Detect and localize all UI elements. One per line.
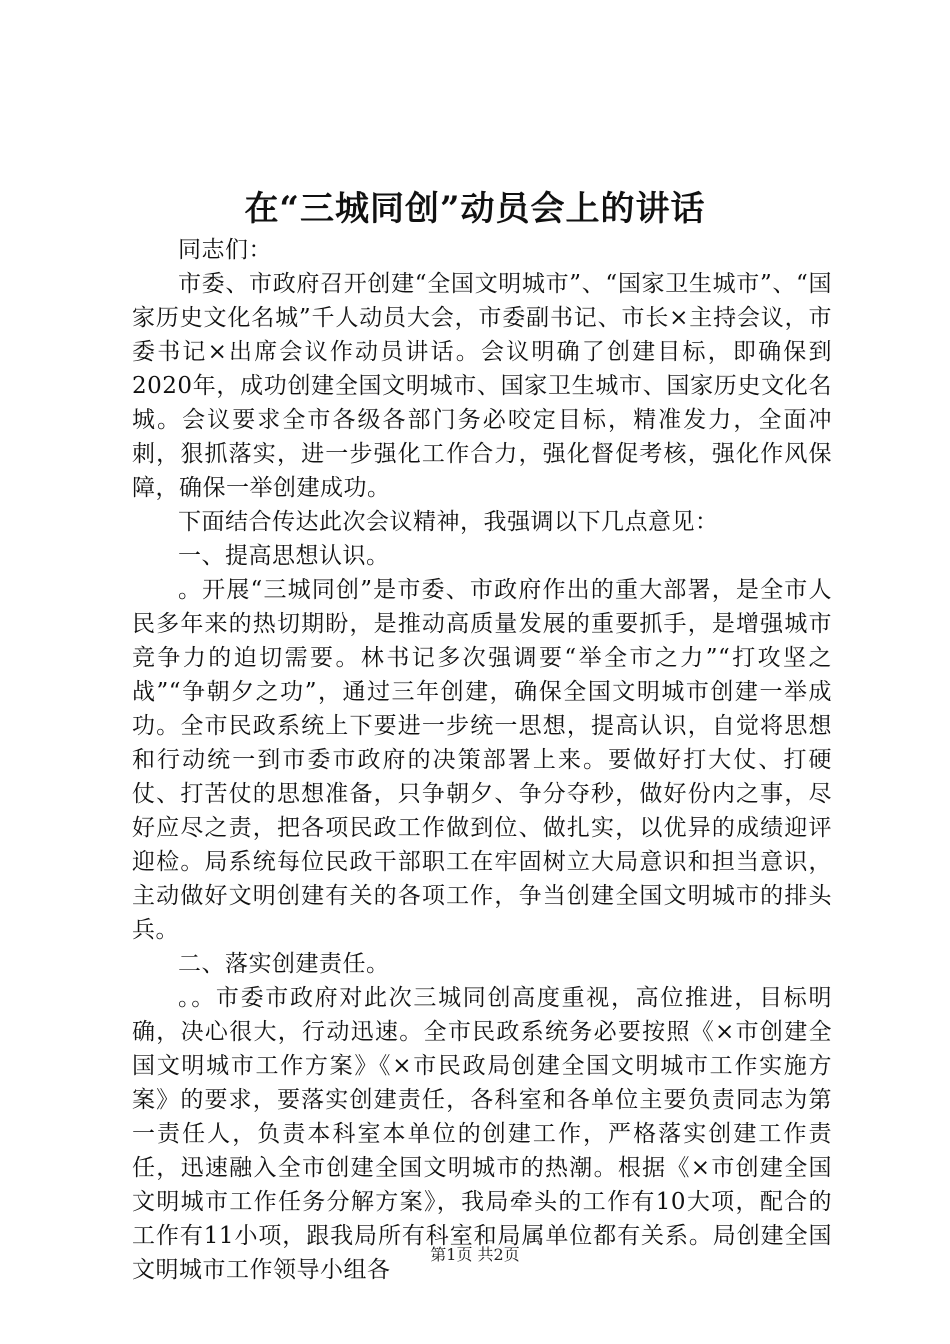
section-heading: 一、提高思想认识。 <box>178 543 390 569</box>
page-number-footer: 第1页 共2页 <box>430 1245 520 1264</box>
body-paragraph: 。。市委市政府对此次三城同创高度重视，高位推进，目标明确，决心很大，行动迅速。全市民政系统务必要按照《×市创建全国文明城市工作方案》《×市民政局创建全国文明城市工作实施方案》的要求，要落实创建责任，各科室和各单位主要负责同志为第一责任人，负责本科室本单位的创建工作，严格落实创建工作责任，迅速融入全市创建全国文明城市的热潮。根据《×市创建全国文明城市工作任务分解方案》，我局牵头的工作有10大项，配合的工作有11小项，跟我局所有科室和局属单位都有关系。局创建全国文明城市工作领导小组各 <box>132 985 832 1283</box>
body-paragraph: 市委、市政府召开创建“全国文明城市”、“国家卫生城市”、“国家历史文化名城”千人动员大会，市委副书记、市长×主持会议，市委书记×出席会议作动员讲话。会议明确了创建目标，即确保到2020年，成功创建全国文明城市、国家卫生城市、国家历史文化名城。会议要求全市各级各部门务必咬定目标，精准发力，全面冲刺，狠抓落实，进一步强化工作合力，强化督促考核，强化作风保障，确保一举创建成功。 <box>132 271 832 501</box>
document-body <box>132 233 832 1287</box>
salutation-paragraph: 同志们： <box>178 237 272 263</box>
document-title: 在“三城同创”动员会上的讲话 <box>244 189 706 229</box>
body-paragraph: 。开展“三城同创”是市委、市政府作出的重大部署，是全市人民多年来的热切期盼，是推动高质量发展的重要抓手，是增强城市竞争力的迫切需要。林书记多次强调要“举全市之力”“打攻坚之战”“争朝夕之功”，通过三年创建，确保全国文明城市创建一举成功。全市民政系统上下要进一步统一思想，提高认识，自觉将思想和行动统一到市委市政府的决策部署上来。要做好打大仗、打硬仗、打苦仗的思想准备，只争朝夕、争分夺秒，做好份内之事，尽好应尽之责，把各项民政工作做到位、做扎实，以优异的成绩迎评迎检。局系统每位民政干部职工在牢固树立大局意识和担当意识，主动做好文明创建有关的各项工作，争当创建全国文明城市的排头兵。 <box>132 577 832 943</box>
body-paragraph: 下面结合传达此次会议精神，我强调以下几点意见： <box>178 509 719 535</box>
section-heading: 二、落实创建责任。 <box>178 951 390 977</box>
